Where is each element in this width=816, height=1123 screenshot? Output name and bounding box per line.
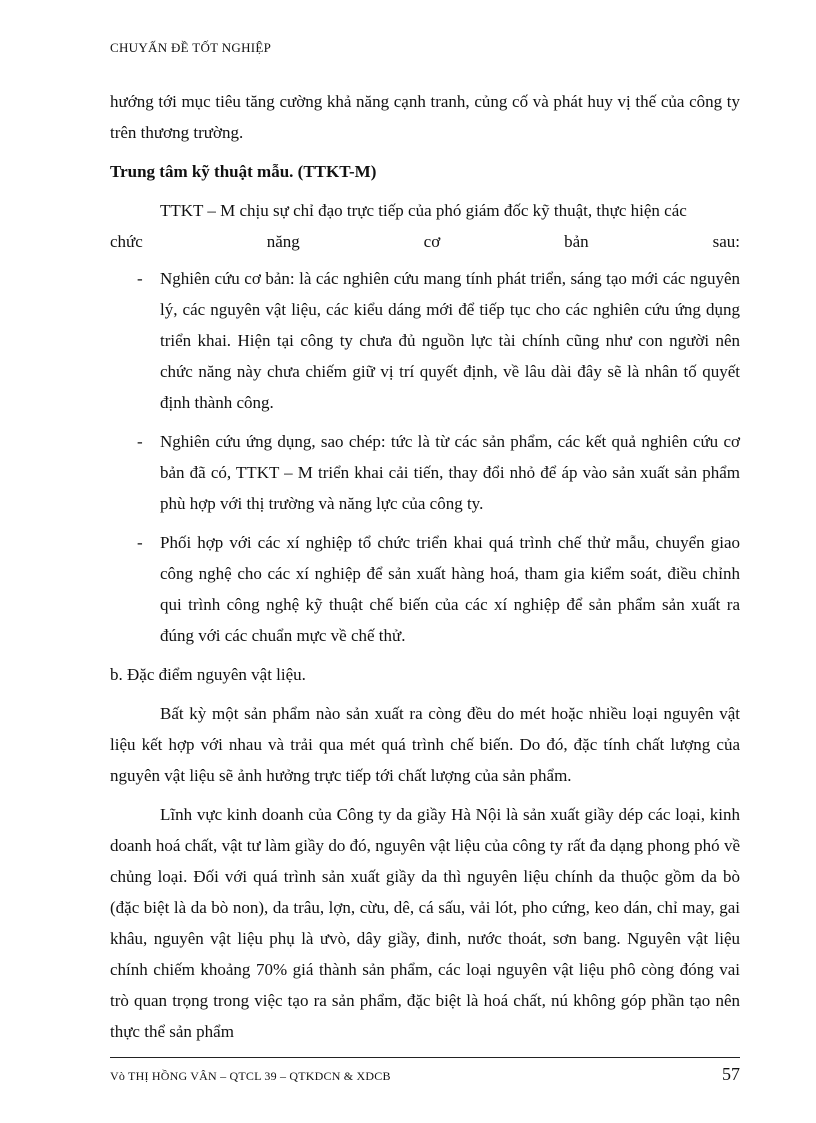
footer-author: Vò THỊ HỒNG VÂN – QTCL 39 – QTKDCN & XDCB [110, 1069, 391, 1083]
document-body [110, 86, 740, 1055]
spread-word: bản [564, 232, 589, 251]
section-heading-b: b. Đặc điểm nguyên vật liệu. [110, 665, 306, 684]
bullet-item [110, 527, 740, 651]
bullet-item [110, 426, 740, 519]
materials-paragraph-2: Lĩnh vực kinh doanh của Công ty da giầy Hà Nội là sản xuất giầy dép các loại, kinh doanh hoá chất, vật tư làm giầy do đó, nguyên vật liệu của công ty rất đa dạng phong phó về chủng loại. Đối với quá trình sản xuất giầy da thì nguyên liệu chính da thuộc gồm da bò (đặc biệt là da bò non), da trâu, lợn, cừu, dê, cá sấu, vải lót, pho cứng, keo dán, chỉ may, gai khâu, nguyên vật liệu phụ là ưvò, dây giầy, đinh, nước thoát, sơn bang. Nguyên vật liệu chính chiếm khoảng 70% giá thành sản phẩm, các loại nguyên vật liệu phô còng đóng vai trò quan trọng trong việc tạo ra sản phẩm, đặc biệt là hoá chất, nú không góp phần tạo nên thực thể sản phẩm [110, 805, 740, 1041]
ttkt-paragraph: TTKT – M chịu sự chỉ đạo trực tiếp của phó giám đốc kỹ thuật, thực hiện các [160, 201, 687, 220]
intro-paragraph: hướng tới mục tiêu tăng cường khả năng cạnh tranh, củng cố và phát huy vị thế của công ty trên thương trường. [110, 92, 740, 142]
document-page [110, 0, 740, 1123]
spread-word: sau: [712, 232, 740, 251]
bullet-dash: - [137, 269, 143, 288]
page-header: CHUYẤN ĐỀ TỐT NGHIỆP [110, 40, 272, 55]
materials-paragraph-1: Bất kỳ một sản phẩm nào sản xuất ra còng đều do mét hoặc nhiều loại nguyên vật liệu kết hợp với nhau và trải qua mét quá trình chế biến. Do đó, đặc tính chất lượng của nguyên vật liệu sẽ ảnh hưởng trực tiếp tới chất lượng của sản phẩm. [110, 704, 740, 785]
spread-word: chức [110, 232, 143, 251]
page-footer [110, 1064, 740, 1085]
ttkt-paragraph-continued [110, 226, 740, 257]
footer-divider [110, 1057, 740, 1058]
bullet-dash: - [137, 533, 143, 552]
bullet-dash: - [137, 432, 143, 451]
bullet-item [110, 263, 740, 418]
bullet-text: Nghiên cứu ứng dụng, sao chép: tức là từ các sản phẩm, các kết quả nghiên cứu cơ bản đã có, TTKT – M triển khai cải tiến, thay đổi nhỏ để áp vào sản xuất sản phẩm phù hợp với thị trường và năng lực của công ty. [160, 432, 740, 513]
bullet-text: Phối hợp với các xí nghiệp tổ chức triển khai quá trình chế thử mẫu, chuyển giao công nghệ cho các xí nghiệp để sản xuất hàng hoá, tham gia kiểm soát, điều chỉnh qui trình công nghệ kỹ thuật chế biến của các xí nghiệp để sản phẩm sản xuất ra đúng với các chuẩn mực về chế thử. [160, 533, 740, 645]
spread-word: cơ [423, 232, 441, 251]
section-heading-ttkt: Trung tâm kỹ thuật mẫu. (TTKT-M) [110, 162, 377, 181]
bullet-text: Nghiên cứu cơ bản: là các nghiên cứu mang tính phát triển, sáng tạo mới các nguyên lý, các nguyên vật liệu, các kiểu dáng mới để tiếp tục cho các nghiên cứu ứng dụng triển khai. Hiện tại công ty chưa đủ nguồn lực tài chính cũng như con người nên chức năng này chưa chiếm giữ vị trí quyết định, về lâu dài đây sẽ là nhân tố quyết định thành công. [160, 269, 740, 412]
page-number: 57 [722, 1064, 740, 1084]
spread-word: năng [266, 232, 300, 251]
